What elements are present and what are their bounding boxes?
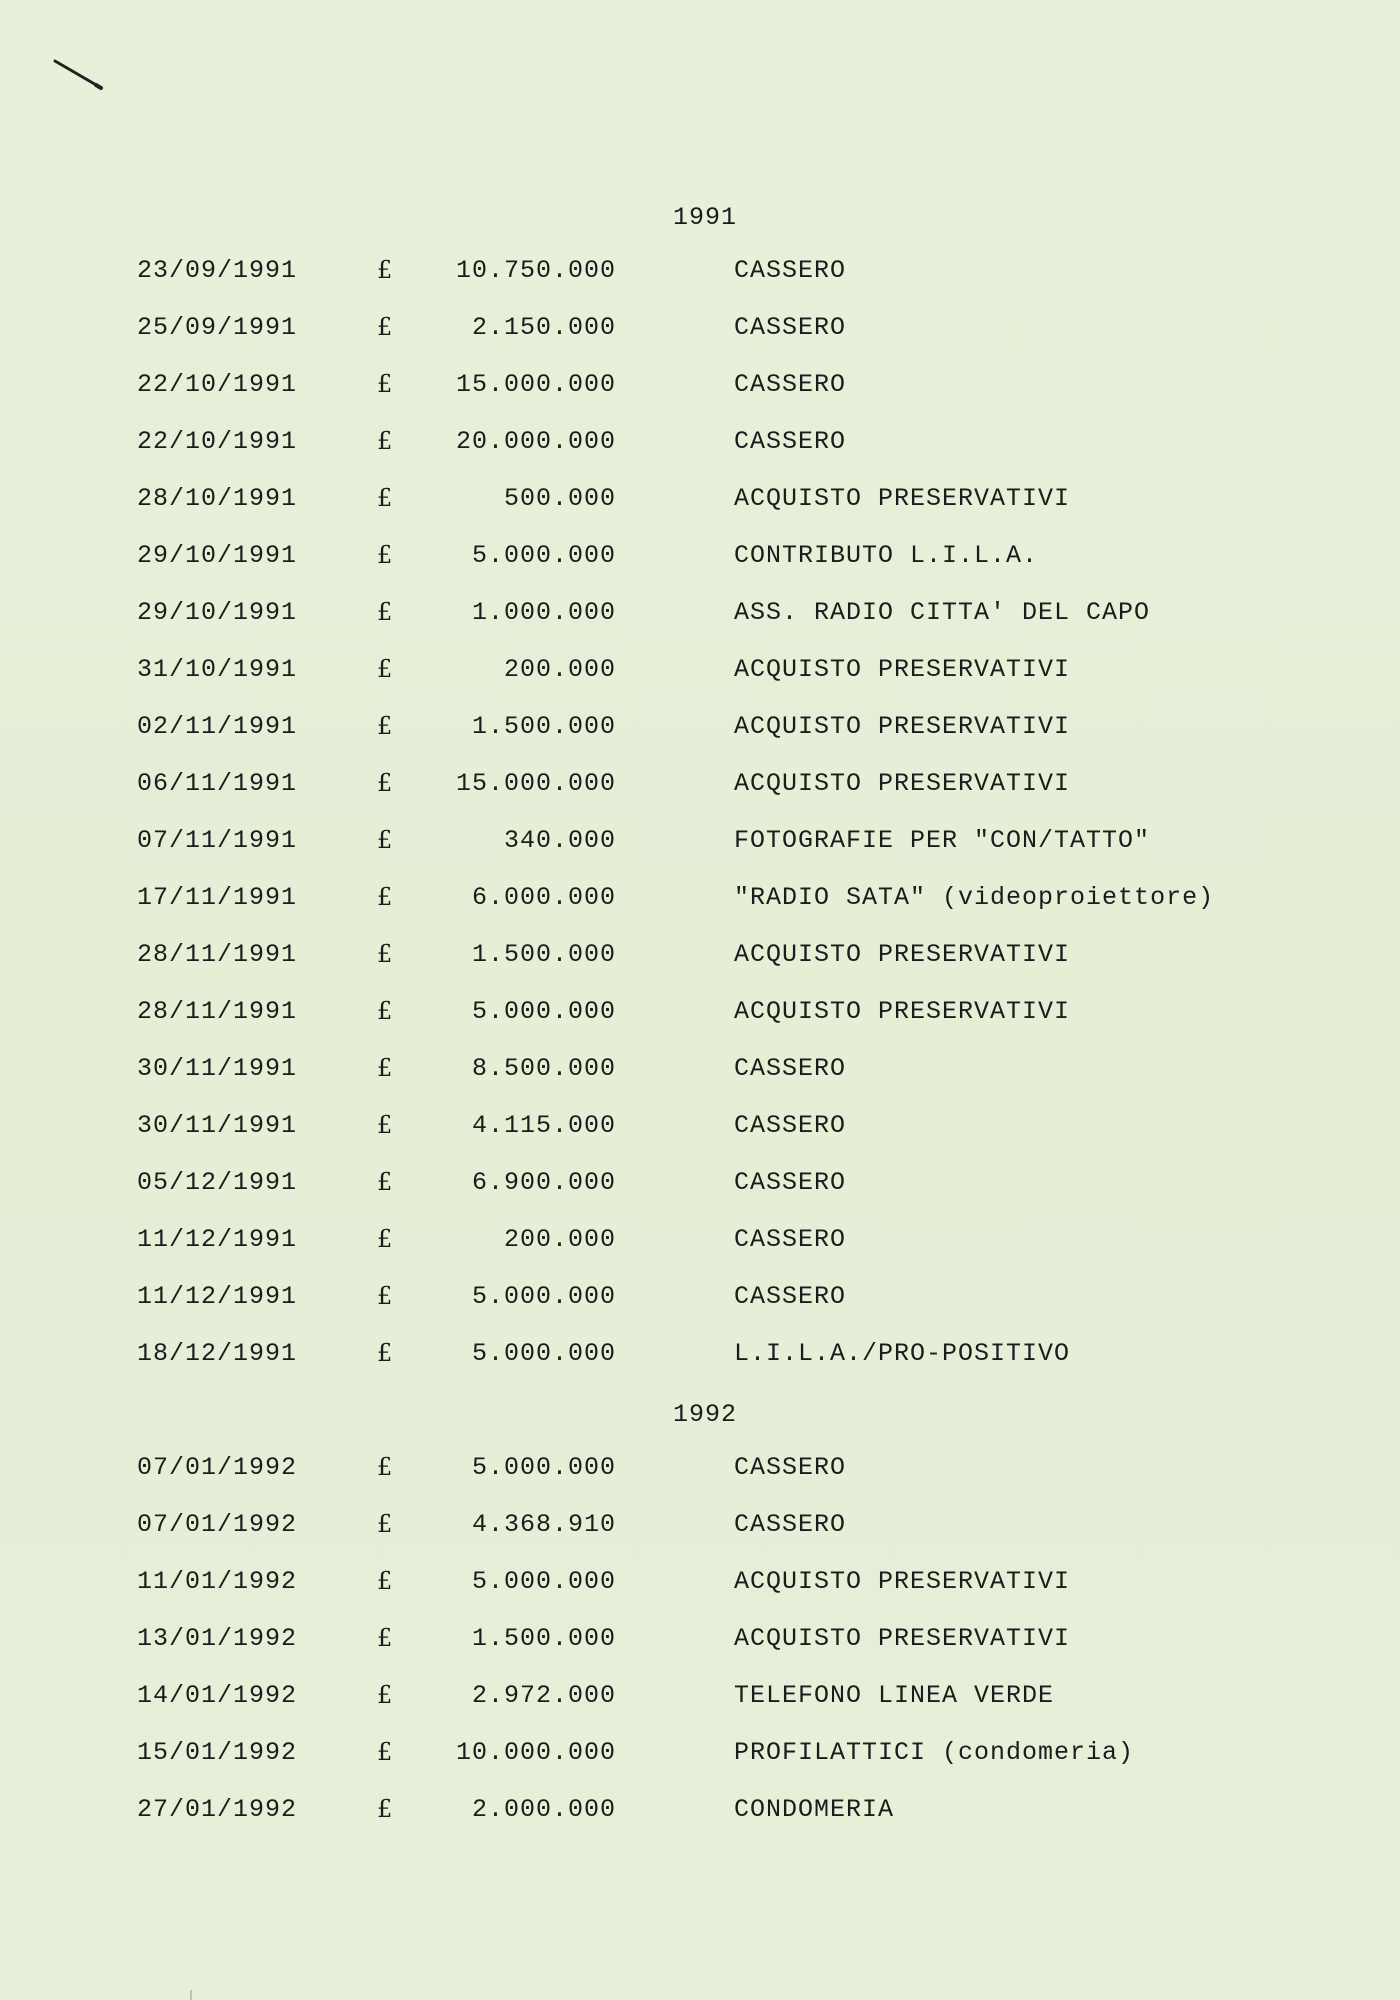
currency-symbol: £ xyxy=(377,712,394,740)
entry-date: 02/11/1991 xyxy=(137,712,298,741)
ledger-row xyxy=(0,1791,1400,1848)
currency-symbol: £ xyxy=(377,1168,394,1196)
year-header: 1991 xyxy=(673,203,738,232)
entry-date: 28/10/1991 xyxy=(137,484,298,513)
entry-amount: 200.000 xyxy=(503,655,616,684)
entry-description: ACQUISTO PRESERVATIVI xyxy=(734,484,1071,513)
entry-date: 07/11/1991 xyxy=(137,826,298,855)
entry-description: CASSERO xyxy=(734,1168,847,1197)
currency-symbol: £ xyxy=(377,826,394,854)
entry-date: 07/01/1992 xyxy=(137,1510,298,1539)
ledger-row xyxy=(0,708,1400,765)
entry-description: CASSERO xyxy=(734,313,847,342)
ledger-row xyxy=(0,765,1400,822)
currency-symbol: £ xyxy=(377,256,394,284)
entry-date: 07/01/1992 xyxy=(137,1453,298,1482)
entry-amount: 20.000.000 xyxy=(455,427,616,456)
entry-description: ACQUISTO PRESERVATIVI xyxy=(734,655,1071,684)
entry-date: 29/10/1991 xyxy=(137,598,298,627)
ledger-row xyxy=(0,651,1400,708)
entry-description: TELEFONO LINEA VERDE xyxy=(734,1681,1055,1710)
entry-date: 13/01/1992 xyxy=(137,1624,298,1653)
currency-symbol: £ xyxy=(377,313,394,341)
currency-symbol: £ xyxy=(377,1282,394,1310)
entry-description: CASSERO xyxy=(734,1282,847,1311)
currency-symbol: £ xyxy=(377,997,394,1025)
ledger-row xyxy=(0,1449,1400,1506)
entry-description: CASSERO xyxy=(734,1453,847,1482)
currency-symbol: £ xyxy=(377,1054,394,1082)
currency-symbol: £ xyxy=(377,1111,394,1139)
entry-amount: 5.000.000 xyxy=(471,1567,616,1596)
entry-description: CASSERO xyxy=(734,1225,847,1254)
entry-description: CASSERO xyxy=(734,1054,847,1083)
entry-date: 11/12/1991 xyxy=(137,1282,298,1311)
entry-description: ACQUISTO PRESERVATIVI xyxy=(734,1567,1071,1596)
ledger-row xyxy=(0,1335,1400,1392)
entry-amount: 1.500.000 xyxy=(471,1624,616,1653)
entry-date: 30/11/1991 xyxy=(137,1054,298,1083)
entry-amount: 2.972.000 xyxy=(471,1681,616,1710)
ledger-row xyxy=(0,993,1400,1050)
entry-date: 15/01/1992 xyxy=(137,1738,298,1767)
entry-description: ACQUISTO PRESERVATIVI xyxy=(734,940,1071,969)
currency-symbol: £ xyxy=(377,427,394,455)
entry-amount: 5.000.000 xyxy=(471,541,616,570)
entry-amount: 200.000 xyxy=(503,1225,616,1254)
currency-symbol: £ xyxy=(377,370,394,398)
currency-symbol: £ xyxy=(377,1225,394,1253)
currency-symbol: £ xyxy=(377,1738,394,1766)
pen-stroke-mark xyxy=(52,58,106,92)
ledger-row xyxy=(0,822,1400,879)
ledger-row xyxy=(0,1050,1400,1107)
entry-date: 30/11/1991 xyxy=(137,1111,298,1140)
ledger-row xyxy=(0,480,1400,537)
entry-date: 31/10/1991 xyxy=(137,655,298,684)
entry-amount: 4.115.000 xyxy=(471,1111,616,1140)
entry-date: 23/09/1991 xyxy=(137,256,298,285)
entry-date: 29/10/1991 xyxy=(137,541,298,570)
ledger-row xyxy=(0,1164,1400,1221)
entry-date: 05/12/1991 xyxy=(137,1168,298,1197)
entry-description: CONDOMERIA xyxy=(734,1795,895,1824)
entry-description: CONTRIBUTO L.I.L.A. xyxy=(734,541,1039,570)
entry-description: L.I.L.A./PRO-POSITIVO xyxy=(734,1339,1071,1368)
entry-description: ACQUISTO PRESERVATIVI xyxy=(734,769,1071,798)
ledger-row xyxy=(0,1107,1400,1164)
entry-amount: 5.000.000 xyxy=(471,1282,616,1311)
entry-date: 11/01/1992 xyxy=(137,1567,298,1596)
entry-date: 25/09/1991 xyxy=(137,313,298,342)
currency-symbol: £ xyxy=(377,1510,394,1538)
entry-date: 22/10/1991 xyxy=(137,370,298,399)
currency-symbol: £ xyxy=(377,1624,394,1652)
ledger-row xyxy=(0,1734,1400,1791)
entry-date: 27/01/1992 xyxy=(137,1795,298,1824)
entry-description: CASSERO xyxy=(734,1111,847,1140)
currency-symbol: £ xyxy=(377,1795,394,1823)
currency-symbol: £ xyxy=(377,484,394,512)
entry-amount: 6.000.000 xyxy=(471,883,616,912)
entry-amount: 6.900.000 xyxy=(471,1168,616,1197)
entry-description: ACQUISTO PRESERVATIVI xyxy=(734,997,1071,1026)
entry-amount: 5.000.000 xyxy=(471,997,616,1026)
currency-symbol: £ xyxy=(377,598,394,626)
entry-description: CASSERO xyxy=(734,256,847,285)
ledger-row xyxy=(0,1563,1400,1620)
entry-date: 28/11/1991 xyxy=(137,997,298,1026)
ledger-row xyxy=(0,423,1400,480)
entry-description: ACQUISTO PRESERVATIVI xyxy=(734,1624,1071,1653)
scan-artifact-mark xyxy=(190,1990,192,2000)
ledger-row xyxy=(0,1677,1400,1734)
entry-amount: 4.368.910 xyxy=(471,1510,616,1539)
entry-date: 22/10/1991 xyxy=(137,427,298,456)
ledger-row xyxy=(0,252,1400,309)
entry-amount: 10.750.000 xyxy=(455,256,616,285)
ledger-row xyxy=(0,366,1400,423)
entry-description: ACQUISTO PRESERVATIVI xyxy=(734,712,1071,741)
ledger-row xyxy=(0,1221,1400,1278)
entry-amount: 1.000.000 xyxy=(471,598,616,627)
entry-description: PROFILATTICI (condomeria) xyxy=(734,1738,1135,1767)
entry-amount: 15.000.000 xyxy=(455,769,616,798)
entry-amount: 340.000 xyxy=(503,826,616,855)
entry-description: FOTOGRAFIE PER "CON/TATTO" xyxy=(734,826,1151,855)
entry-amount: 1.500.000 xyxy=(471,712,616,741)
ledger-row xyxy=(0,594,1400,651)
entry-amount: 2.150.000 xyxy=(471,313,616,342)
entry-amount: 15.000.000 xyxy=(455,370,616,399)
currency-symbol: £ xyxy=(377,1339,394,1367)
ledger-row xyxy=(0,537,1400,594)
entry-amount: 2.000.000 xyxy=(471,1795,616,1824)
ledger-row xyxy=(0,309,1400,366)
currency-symbol: £ xyxy=(377,1681,394,1709)
currency-symbol: £ xyxy=(377,769,394,797)
currency-symbol: £ xyxy=(377,883,394,911)
entry-description: "RADIO SATA" (videoproiettore) xyxy=(734,883,1215,912)
ledger-row xyxy=(0,1506,1400,1563)
ledger-row xyxy=(0,879,1400,936)
entry-date: 28/11/1991 xyxy=(137,940,298,969)
entry-amount: 5.000.000 xyxy=(471,1339,616,1368)
entry-date: 18/12/1991 xyxy=(137,1339,298,1368)
entry-description: ASS. RADIO CITTA' DEL CAPO xyxy=(734,598,1151,627)
currency-symbol: £ xyxy=(377,1567,394,1595)
entry-amount: 1.500.000 xyxy=(471,940,616,969)
entry-description: CASSERO xyxy=(734,370,847,399)
currency-symbol: £ xyxy=(377,1453,394,1481)
entry-amount: 500.000 xyxy=(503,484,616,513)
payment-ledger xyxy=(0,195,1400,1848)
ledger-row xyxy=(0,936,1400,993)
entry-date: 11/12/1991 xyxy=(137,1225,298,1254)
entry-description: CASSERO xyxy=(734,1510,847,1539)
currency-symbol: £ xyxy=(377,655,394,683)
currency-symbol: £ xyxy=(377,940,394,968)
currency-symbol: £ xyxy=(377,541,394,569)
entry-date: 14/01/1992 xyxy=(137,1681,298,1710)
ledger-row xyxy=(0,1620,1400,1677)
entry-amount: 8.500.000 xyxy=(471,1054,616,1083)
entry-amount: 5.000.000 xyxy=(471,1453,616,1482)
ledger-row xyxy=(0,1278,1400,1335)
entry-date: 06/11/1991 xyxy=(137,769,298,798)
entry-date: 17/11/1991 xyxy=(137,883,298,912)
entry-amount: 10.000.000 xyxy=(455,1738,616,1767)
year-header: 1992 xyxy=(673,1400,738,1429)
entry-description: CASSERO xyxy=(734,427,847,456)
